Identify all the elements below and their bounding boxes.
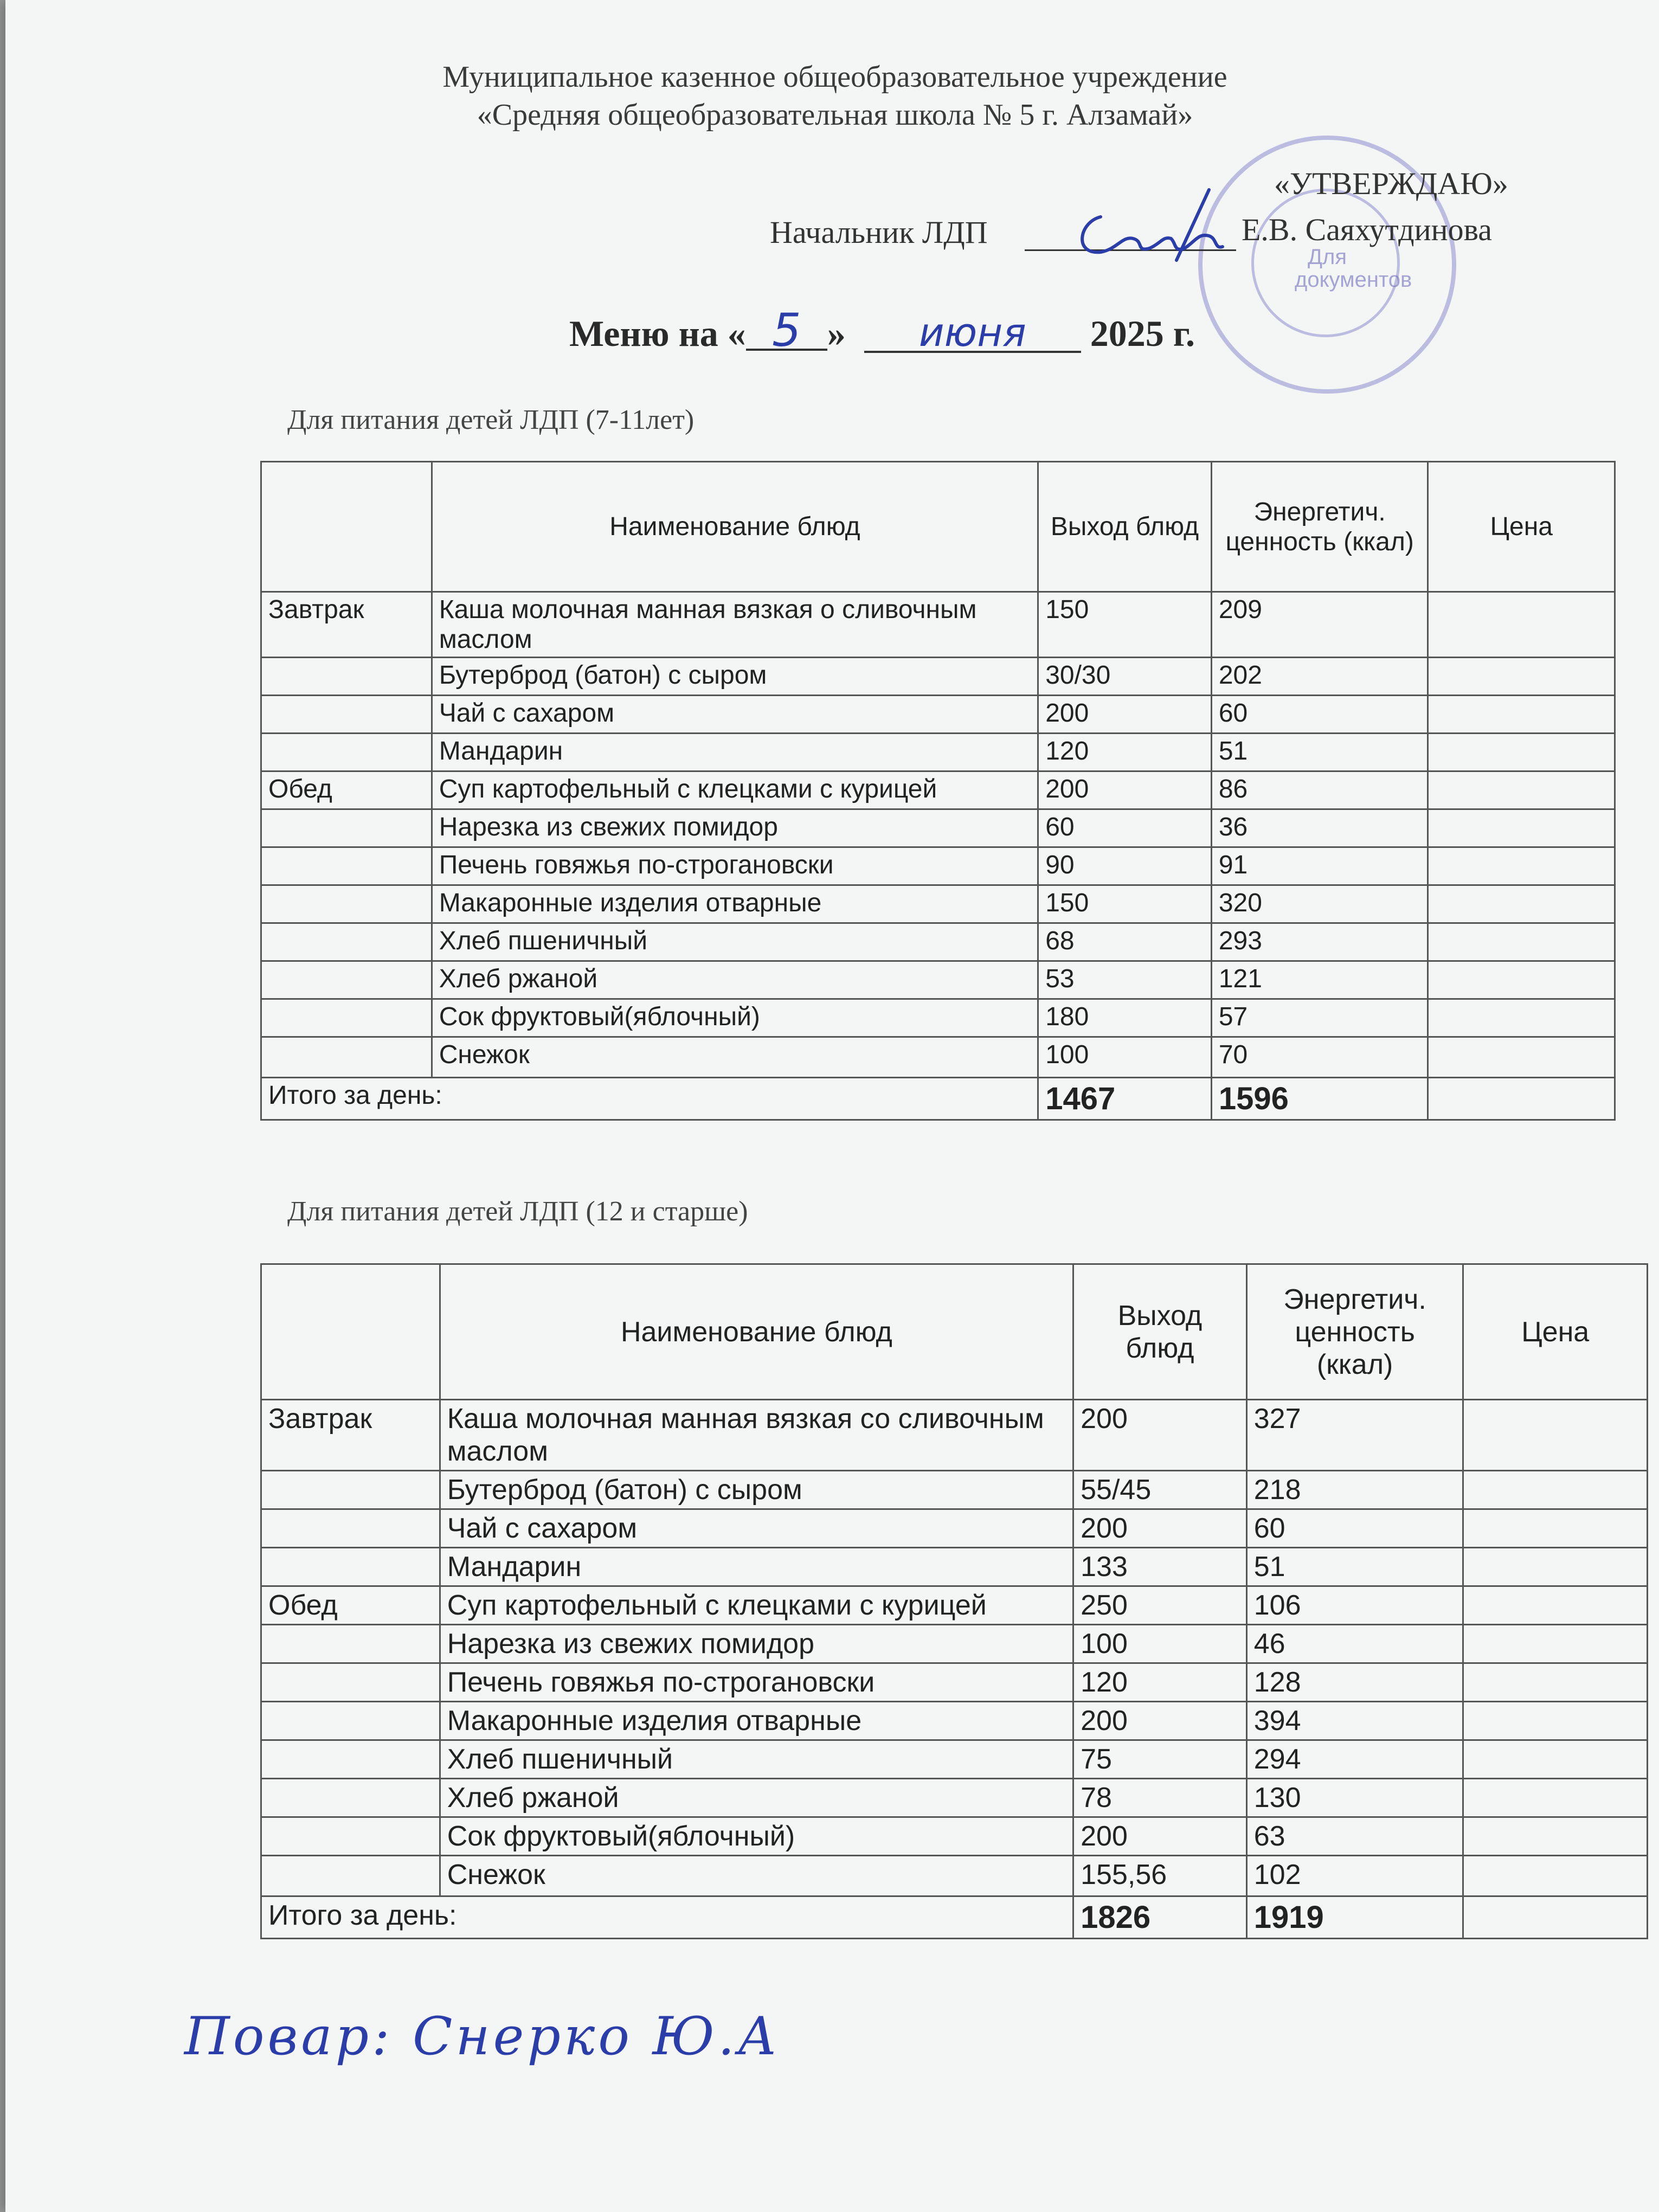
cell-dish: Нарезка из свежих помидор — [440, 1625, 1073, 1663]
head-label: Начальник ЛДП — [770, 215, 988, 250]
cell-kcal: 86 — [1211, 771, 1428, 809]
cell-yield: 200 — [1038, 771, 1212, 809]
cell-meal — [261, 809, 432, 847]
cell-dish: Сок фруктовый(яблочный) — [432, 999, 1038, 1037]
cell-price — [1463, 1740, 1648, 1779]
table-total-row — [261, 1896, 1648, 1939]
cell-kcal: 218 — [1246, 1471, 1463, 1509]
cell-dish: Снежок — [432, 1037, 1038, 1078]
cell-yield: 150 — [1038, 885, 1212, 923]
title-prefix: Меню на « — [569, 313, 746, 354]
cell-kcal: 294 — [1246, 1740, 1463, 1779]
cell-price — [1428, 658, 1615, 696]
cell-price — [1463, 1779, 1648, 1817]
cell-price — [1428, 592, 1615, 658]
cell-price — [1428, 771, 1615, 809]
cell-kcal: 63 — [1246, 1817, 1463, 1856]
table-row — [261, 1779, 1648, 1817]
cell-price — [1428, 1037, 1615, 1078]
cell-kcal: 36 — [1211, 809, 1428, 847]
cell-dish: Бутерброд (батон) с сыром — [440, 1471, 1073, 1509]
table-row — [261, 1856, 1648, 1896]
cell-dish: Каша молочная манная вязкая о сливочным маслом — [432, 592, 1038, 658]
cell-yield: 200 — [1073, 1509, 1247, 1548]
cell-dish: Снежок — [440, 1856, 1073, 1896]
header-blank — [261, 462, 432, 592]
cell-yield: 60 — [1038, 809, 1212, 847]
cell-yield: 200 — [1073, 1400, 1247, 1471]
table-row — [261, 961, 1615, 999]
cell-yield: 200 — [1073, 1702, 1247, 1740]
cell-meal — [261, 734, 432, 771]
cell-yield: 250 — [1073, 1586, 1247, 1625]
cell-meal — [261, 1856, 440, 1896]
cell-dish: Чай с сахаром — [440, 1509, 1073, 1548]
cell-yield: 55/45 — [1073, 1471, 1247, 1509]
cell-yield: 53 — [1038, 961, 1212, 999]
cell-meal — [261, 1625, 440, 1663]
cell-kcal: 60 — [1246, 1509, 1463, 1548]
header-yield: Выход блюд — [1038, 462, 1212, 592]
cell-meal — [261, 847, 432, 885]
cell-dish: Суп картофельный с клецками с курицей — [432, 771, 1038, 809]
table-header-row — [261, 1264, 1648, 1400]
cell-meal — [261, 658, 432, 696]
cell-kcal: 70 — [1211, 1037, 1428, 1078]
title-mid: » — [827, 313, 846, 354]
cell-meal: Завтрак — [261, 592, 432, 658]
cell-meal: Обед — [261, 771, 432, 809]
table-row — [261, 1400, 1648, 1471]
cell-meal — [261, 1509, 440, 1548]
cell-price — [1463, 1856, 1648, 1896]
cell-dish: Суп картофельный с клецками с курицей — [440, 1586, 1073, 1625]
cell-kcal: 209 — [1211, 592, 1428, 658]
approval-label: «УТВЕРЖДАЮ» — [1274, 166, 1508, 201]
stamp-text: Для документов — [1295, 245, 1412, 292]
table-row — [261, 1663, 1648, 1702]
cell-kcal: 327 — [1246, 1400, 1463, 1471]
cell-meal: Завтрак — [261, 1400, 440, 1471]
cell-meal — [261, 1037, 432, 1078]
cell-yield: 120 — [1038, 734, 1212, 771]
paper-sheet — [5, 0, 1659, 2212]
total-yield: 1467 — [1038, 1078, 1212, 1120]
cell-yield: 90 — [1038, 847, 1212, 885]
cell-dish: Каша молочная манная вязкая со сливочным маслом — [440, 1400, 1073, 1471]
cell-price — [1463, 1400, 1648, 1471]
cell-dish: Бутерброд (батон) с сыром — [432, 658, 1038, 696]
cell-dish: Сок фруктовый(яблочный) — [440, 1817, 1073, 1856]
cell-yield: 78 — [1073, 1779, 1247, 1817]
cell-meal — [261, 1817, 440, 1856]
cell-yield: 150 — [1038, 592, 1212, 658]
table-row — [261, 658, 1615, 696]
head-name: Е.В. Саяхутдинова — [1242, 212, 1493, 247]
cell-kcal: 57 — [1211, 999, 1428, 1037]
cook-signature: Повар: Снерко Ю.А — [184, 2006, 781, 2067]
cell-kcal: 202 — [1211, 658, 1428, 696]
table-row — [261, 1037, 1615, 1078]
cell-meal — [261, 961, 432, 999]
cell-yield: 30/30 — [1038, 658, 1212, 696]
cell-dish: Печень говяжья по-строгановски — [432, 847, 1038, 885]
cell-kcal: 121 — [1211, 961, 1428, 999]
title-year: 2025 г. — [1090, 313, 1195, 354]
cell-yield: 200 — [1073, 1817, 1247, 1856]
table-row — [261, 923, 1615, 961]
table-row — [261, 885, 1615, 923]
cell-meal — [261, 885, 432, 923]
cell-kcal: 102 — [1246, 1856, 1463, 1896]
table-row — [261, 847, 1615, 885]
cell-meal — [261, 1702, 440, 1740]
cell-dish: Мандарин — [440, 1548, 1073, 1586]
total-yield: 1826 — [1073, 1896, 1247, 1939]
cell-meal — [261, 999, 432, 1037]
header-yield: Выход блюд — [1073, 1264, 1247, 1400]
table-row — [261, 1548, 1648, 1586]
cell-price — [1463, 1548, 1648, 1586]
cell-dish: Мандарин — [432, 734, 1038, 771]
table-row — [261, 696, 1615, 734]
cell-meal — [261, 1740, 440, 1779]
cell-meal — [261, 1471, 440, 1509]
table-row — [261, 1509, 1648, 1548]
title-month: июня — [864, 314, 1081, 353]
cell-price — [1428, 999, 1615, 1037]
cell-yield: 120 — [1073, 1663, 1247, 1702]
cell-yield: 100 — [1073, 1625, 1247, 1663]
cell-price — [1463, 1817, 1648, 1856]
header-energy: Энергетич. ценность (ккал) — [1211, 462, 1428, 592]
cell-kcal: 46 — [1246, 1625, 1463, 1663]
table2-body — [261, 1264, 1648, 1939]
table-row — [261, 999, 1615, 1037]
menu-title — [569, 304, 1195, 357]
table1-body — [261, 462, 1615, 1120]
header-price: Цена — [1463, 1264, 1648, 1400]
total-kcal: 1596 — [1211, 1078, 1428, 1120]
cell-price — [1428, 734, 1615, 771]
menu-table-12-plus — [260, 1263, 1648, 1939]
cell-kcal: 91 — [1211, 847, 1428, 885]
header-price: Цена — [1428, 462, 1615, 592]
head-signature — [1068, 184, 1247, 266]
cell-meal — [261, 1663, 440, 1702]
cell-meal — [261, 1779, 440, 1817]
total-label: Итого за день: — [261, 1896, 1073, 1939]
cell-meal: Обед — [261, 1586, 440, 1625]
table-row — [261, 1817, 1648, 1856]
cell-yield: 75 — [1073, 1740, 1247, 1779]
cell-dish: Макаронные изделия отварные — [440, 1702, 1073, 1740]
cell-price — [1463, 1702, 1648, 1740]
cell-kcal: 60 — [1211, 696, 1428, 734]
cell-dish: Хлеб ржаной — [440, 1779, 1073, 1817]
cell-price — [1428, 885, 1615, 923]
organization-line-1: Муниципальное казенное общеобразовательное учреждение — [442, 60, 1227, 94]
cell-dish: Нарезка из свежих помидор — [432, 809, 1038, 847]
cell-kcal: 320 — [1211, 885, 1428, 923]
table-row — [261, 1586, 1648, 1625]
cell-dish: Макаронные изделия отварные — [432, 885, 1038, 923]
cell-dish: Печень говяжья по-строгановски — [440, 1663, 1073, 1702]
cell-kcal: 130 — [1246, 1779, 1463, 1817]
table-row — [261, 1625, 1648, 1663]
cell-price — [1463, 1509, 1648, 1548]
cell-dish: Чай с сахаром — [432, 696, 1038, 734]
cell-price — [1428, 696, 1615, 734]
cell-yield: 200 — [1038, 696, 1212, 734]
cell-kcal: 128 — [1246, 1663, 1463, 1702]
cell-kcal: 394 — [1246, 1702, 1463, 1740]
table-row — [261, 771, 1615, 809]
cell-dish: Хлеб пшеничный — [440, 1740, 1073, 1779]
cell-meal — [261, 923, 432, 961]
table-row — [261, 592, 1615, 658]
total-price — [1463, 1896, 1648, 1939]
total-kcal: 1919 — [1246, 1896, 1463, 1939]
table-total-row — [261, 1078, 1615, 1120]
cell-yield: 180 — [1038, 999, 1212, 1037]
header-blank — [261, 1264, 440, 1400]
cell-price — [1463, 1625, 1648, 1663]
cell-price — [1463, 1663, 1648, 1702]
cell-price — [1428, 923, 1615, 961]
table1-caption: Для питания детей ЛДП (7-11лет) — [287, 404, 695, 435]
table-row — [261, 1471, 1648, 1509]
cell-kcal: 51 — [1246, 1548, 1463, 1586]
cell-dish: Хлеб ржаной — [432, 961, 1038, 999]
cell-kcal: 293 — [1211, 923, 1428, 961]
total-label: Итого за день: — [261, 1078, 1038, 1120]
total-price — [1428, 1078, 1615, 1120]
cell-kcal: 106 — [1246, 1586, 1463, 1625]
table2-caption: Для питания детей ЛДП (12 и старше) — [287, 1196, 748, 1227]
cell-yield: 133 — [1073, 1548, 1247, 1586]
organization-line-2: «Средняя общеобразовательная школа № 5 г. Алзамай» — [477, 98, 1193, 132]
table-row — [261, 1740, 1648, 1779]
header-energy: Энергетич. ценность (ккал) — [1246, 1264, 1463, 1400]
cell-price — [1463, 1586, 1648, 1625]
menu-table-7-11 — [260, 461, 1616, 1121]
cell-yield: 68 — [1038, 923, 1212, 961]
cell-kcal: 51 — [1211, 734, 1428, 771]
cell-yield: 100 — [1038, 1037, 1212, 1078]
cell-meal — [261, 696, 432, 734]
cell-price — [1428, 809, 1615, 847]
cell-meal — [261, 1548, 440, 1586]
cell-price — [1428, 847, 1615, 885]
table-row — [261, 809, 1615, 847]
header-dish-name: Наименование блюд — [432, 462, 1038, 592]
title-day: 5 — [746, 312, 827, 351]
header-dish-name: Наименование блюд — [440, 1264, 1073, 1400]
cell-yield: 155,56 — [1073, 1856, 1247, 1896]
table-row — [261, 734, 1615, 771]
table-row — [261, 1702, 1648, 1740]
cell-price — [1463, 1471, 1648, 1509]
cell-dish: Хлеб пшеничный — [432, 923, 1038, 961]
cell-price — [1428, 961, 1615, 999]
table-header-row — [261, 462, 1615, 592]
